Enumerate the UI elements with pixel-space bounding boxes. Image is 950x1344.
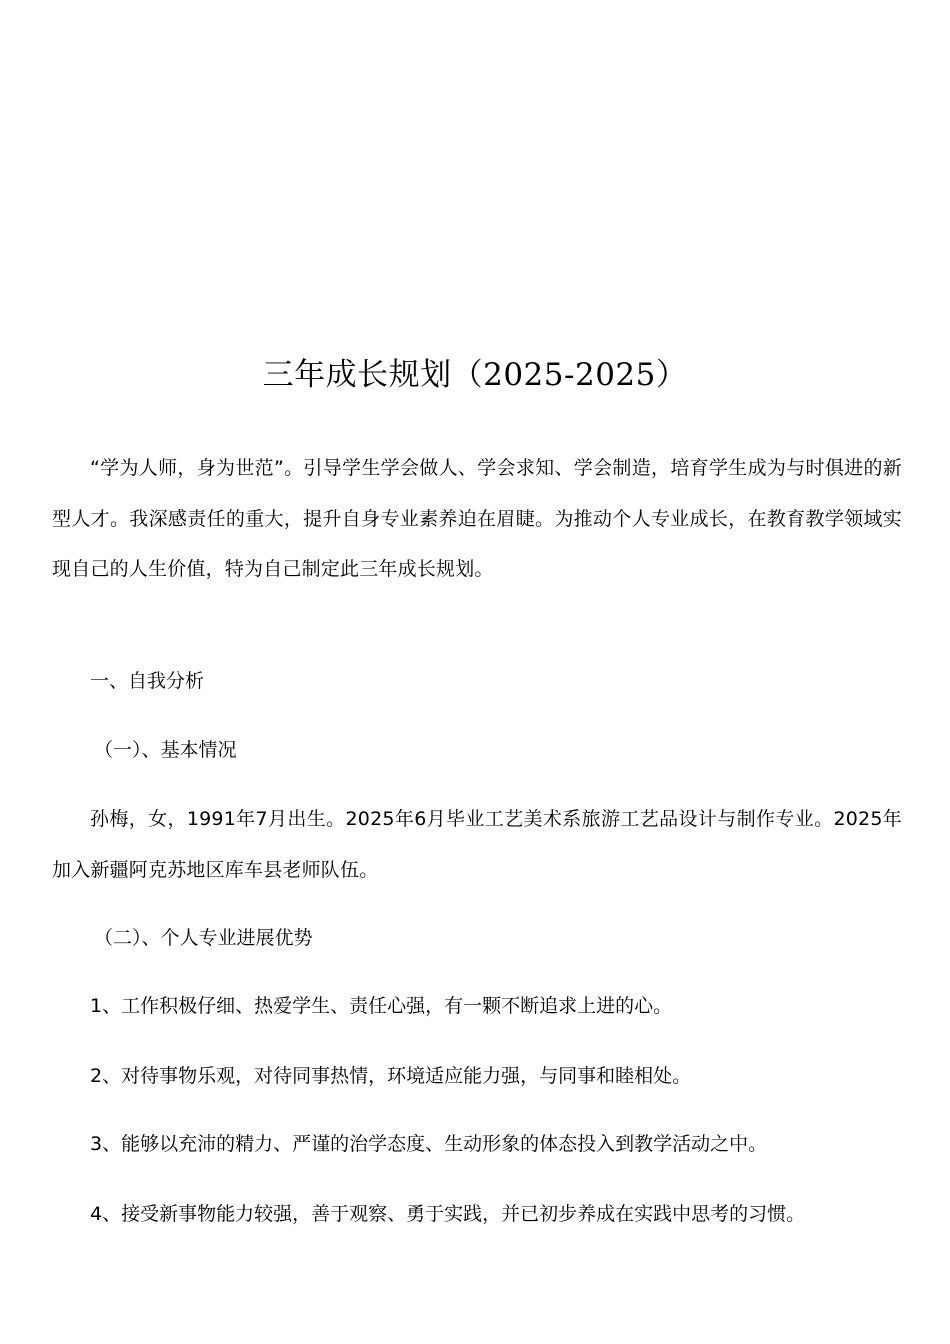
strength-item: 4、接受新事物能力较强，善于观察、勇于实践，并已初步养成在实践中思考的习惯。 bbox=[90, 1203, 806, 1225]
subsection-heading-basic-info: （一）、基本情况 bbox=[94, 739, 237, 761]
intro-paragraph: “学为人师，身为世范”。引导学生学会做人、学会求知、学会制造，培育学生成为与时俱进的新型人才。我深感责任的重大，提升自身专业素养迫在眉睫。为推动个人专业成长，在教育教学领域实现自己的人生价值，特为自己制定此三年成长规划。 bbox=[52, 457, 902, 580]
document-title: 三年成长规划（2025-2025） bbox=[262, 357, 688, 393]
strength-item: 2、对待事物乐观，对待同事热情，环境适应能力强，与同事和睦相处。 bbox=[90, 1065, 692, 1087]
basic-info-paragraph: 孙梅，女，1991年7月出生。2025年6月毕业工艺美术系旅游工艺品设计与制作专业。2025年加入新疆阿克苏地区库车县老师队伍。 bbox=[52, 808, 902, 881]
subsection-heading-strengths: （二）、个人专业进展优势 bbox=[94, 927, 313, 949]
strength-item: 1、工作积极仔细、热爱学生、责任心强，有一颗不断追求上进的心。 bbox=[90, 995, 673, 1017]
strength-item: 3、能够以充沛的精力、严谨的治学态度、生动形象的体态投入到教学活动之中。 bbox=[90, 1133, 768, 1155]
section-heading-self-analysis: 一、自我分析 bbox=[90, 670, 205, 692]
